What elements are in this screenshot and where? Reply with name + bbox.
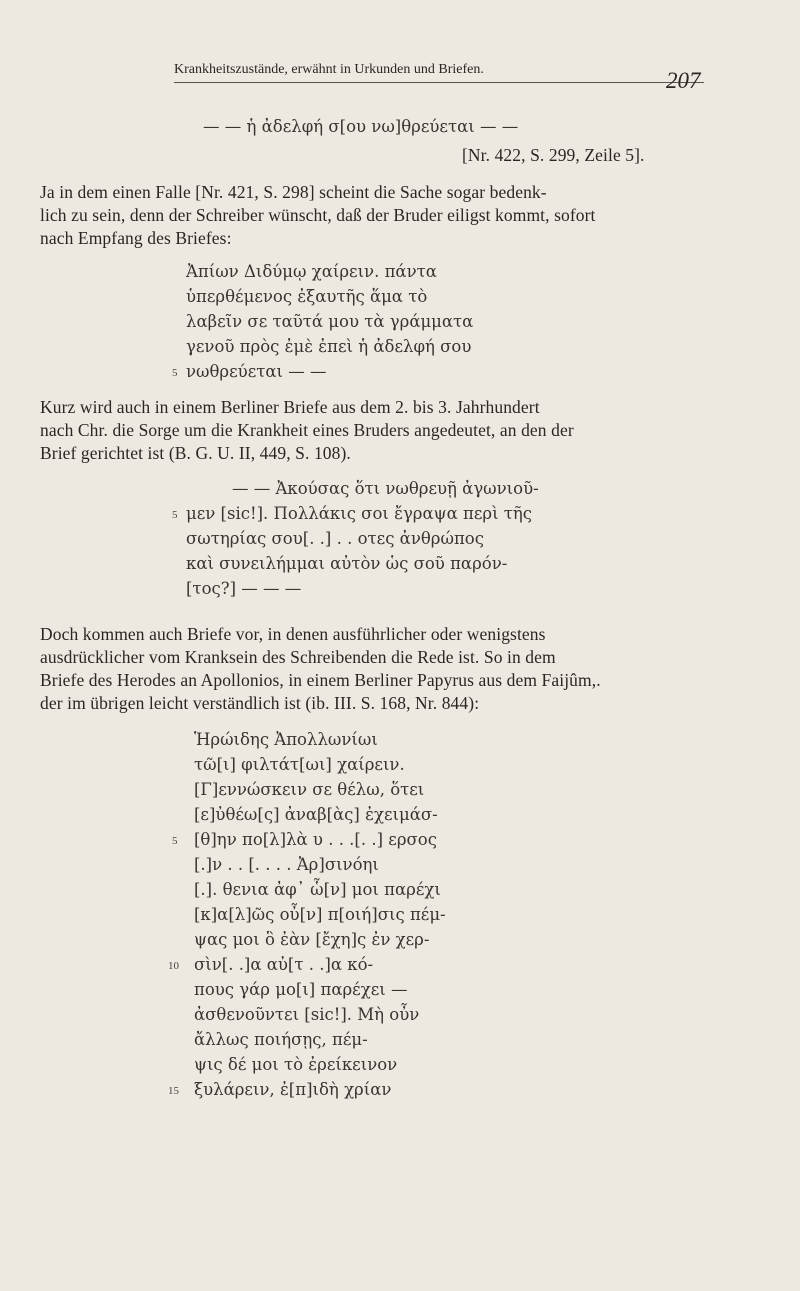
paragraph-line: Ja in dem einen Falle [Nr. 421, S. 298] scheint die Sache sogar bedenk-: [40, 182, 547, 202]
paragraph-line: Kurz wird auch in einem Berliner Briefe aus dem 2. bis 3. Jahrhundert: [40, 397, 540, 417]
greek-line: γενοῦ πρὸς ἐμὲ ἐπεὶ ἡ ἀδελφή σου: [186, 337, 472, 356]
greek-line: [.]ν . . [. . . . Ἀρ]σινόηι: [194, 855, 379, 874]
paragraph-line: Briefe des Herodes an Apollonios, in einem Berliner Papyrus aus dem Faijûm,.: [40, 670, 601, 690]
line-number: 10: [168, 960, 179, 972]
greek-line: ξυλάρειν, ἐ[π]ιδὴ χρίαν: [194, 1080, 392, 1099]
running-header: Krankheitszustände, erwähnt in Urkunden und Briefen.: [174, 62, 704, 83]
greek-line: [ε]ὐθέω[ς] ἀναβ[ὰς] ἐχειμάσ-: [194, 805, 438, 824]
greek-line: Ἀπίων Διδύμῳ χαίρειν. πάντα: [186, 262, 437, 281]
greek-line: ψας μοι ὃ ἐὰν [ἔχη]ς ἐν χερ-: [194, 930, 430, 949]
quote-reference: [Nr. 422, S. 299, Zeile 5].: [462, 145, 645, 165]
line-number: 5: [172, 835, 178, 847]
line-number: 5: [172, 367, 178, 379]
greek-line: [κ]α[λ]ῶς οὖ[ν] π[οιή]σις πέμ-: [194, 905, 446, 924]
greek-line: μεν [sic!]. Πολλάκις σοι ἔγραψα περὶ τῆς: [186, 504, 533, 523]
paragraph-line: der im übrigen leicht verständlich ist (ib. III. S. 168, Nr. 844):: [40, 693, 480, 713]
paragraph-line: nach Empfang des Briefes:: [40, 228, 232, 248]
paragraph-line: Brief gerichtet ist (B. G. U. II, 449, S. 108).: [40, 443, 351, 463]
greek-line: καὶ συνειλήμμαι αὐτὸν ὡς σοῦ παρόν-: [186, 554, 508, 573]
greek-line: [τος?] — — —: [186, 579, 302, 598]
greek-line: σωτηρίας σου[. .] . . οτες ἀνθρώπος: [186, 529, 484, 548]
page-number: 207: [666, 68, 701, 93]
greek-line: [Γ]εννώσκειν σε θέλω, ὅτει: [194, 780, 425, 799]
greek-quote-line: — — ἡ ἀδελφή σ[ου νω]θρεύεται — —: [203, 117, 519, 136]
line-number: 15: [168, 1085, 179, 1097]
greek-line: ἀσθενοῦντει [sic!]. Μὴ οὖν: [194, 1005, 420, 1024]
line-number: 5: [172, 509, 178, 521]
greek-line: ὑπερθέμενος ἐξαυτῆς ἅμα τὸ: [186, 287, 428, 306]
greek-line: σὶν[. .]α αὐ[τ . .]α κό-: [194, 955, 374, 974]
greek-line: [.]. θενια ἀφ᾽ ὧ[ν] μοι παρέχι: [194, 880, 441, 899]
greek-line: [θ]ην πο[λ]λὰ υ . . .[. .] ερσος: [194, 830, 437, 849]
paragraph-line: lich zu sein, denn der Schreiber wünscht, daß der Bruder eiligst kommt, sofort: [40, 205, 596, 225]
paragraph-line: ausdrücklicher vom Kranksein des Schreibenden die Rede ist. So in dem: [40, 647, 556, 667]
paragraph-line: nach Chr. die Sorge um die Krankheit eines Bruders angedeutet, an den der: [40, 420, 574, 440]
greek-line: πους γάρ μο[ι] παρέχει —: [194, 980, 408, 999]
paragraph-line: Doch kommen auch Briefe vor, in denen ausführlicher oder wenigstens: [40, 624, 546, 644]
greek-line: — — Ἀκούσας ὅτι νωθρευῇ ἀγωνιοῦ-: [232, 479, 539, 498]
greek-line: Ἡρώιδης Ἀπολλωνίωι: [194, 730, 378, 749]
greek-line: ἄλλως ποιήσῃς, πέμ-: [194, 1030, 368, 1049]
greek-line: νωθρεύεται — —: [186, 362, 327, 381]
greek-line: λαβεῖν σε ταῦτά μου τὰ γράμματα: [186, 312, 474, 331]
greek-line: τῶ[ι] φιλτάτ[ωι] χαίρειν.: [194, 755, 405, 774]
greek-line: ψις δέ μοι τὸ ἐρείκεινον: [194, 1055, 398, 1074]
